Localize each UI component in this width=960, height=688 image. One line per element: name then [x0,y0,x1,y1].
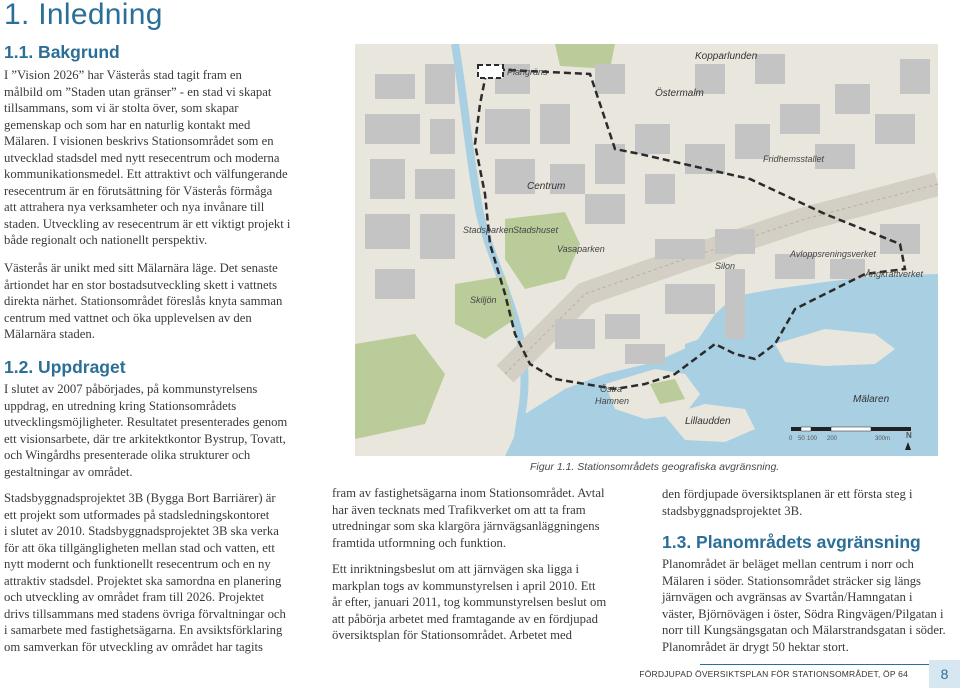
planomrade-paragraph-1: Planområdet är beläget mellan centrum i norr och Mälaren i söder. Stationsområdet sträcker sig längs järnvägen och avgränsas av Svartån/Hamngatan i väster, Björnövägen i öster, Södra Ringvägen/Pilgatan i norr till Kungsängsgatan och Mälarstrandsgatan i söder. Planområdet är drygt 50 hektar stort. [662,557,946,654]
svg-text:50: 50 [798,436,805,442]
svg-text:200: 200 [827,436,838,442]
label-ostra-hamnen-2: Hamnen [595,396,630,406]
label-stadsparken: Stadsparken [463,225,514,235]
svg-text:0: 0 [789,436,793,442]
label-vasaparken: Vasaparken [557,244,605,254]
label-avloppsreningsverket: Avloppsreningsverket [790,249,876,259]
uppdraget-paragraph-2: Stadsbyggnadsprojektet 3B (Bygga Bort Barriärer) är ett projekt som utformades på stadsledningskontoret i slutet av 2010. Stadsbyggnadsprojektet 3B ska verka för att öka tillgängligheten mellan stad och vatten, ett nytt modernt och funktionellt resecentrum och en ny attraktiv stadsdel. Projektet ska samordna en planering och utveckling av området fram till 2026. Projektet drivs tillsammans med stadens övriga förvaltningar och i samarbete med fastighetsägarna. En avsiktsförklaring om samverkan för utveckling av området har tagits [4,491,286,654]
label-fridhemsstallet: Fridhemsstallet [763,154,825,164]
map-legend [478,65,548,78]
label-silon: Silon [715,261,736,271]
svg-text:300m: 300m [875,436,891,442]
label-malaren: Mälaren [853,394,890,405]
label-ostermalm: Östermalm [655,88,704,99]
footer-document-title: FÖRDJUPAD ÖVERSIKTSPLAN FÖR STATIONSOMRÅDET, ÖP 64 [639,669,908,679]
page-number: 8 [929,660,960,688]
label-stadshuset: Stadshuset [513,225,559,235]
label-kopparlunden: Kopparlunden [695,51,758,62]
label-angkraftverket: Ångkraftverket [865,269,924,279]
label-lillaudden: Lillaudden [685,416,731,427]
bakgrund-paragraph-1: I ”Vision 2026” har Västerås stad tagit fram en målbild om ”Staden utan gränser” - en stad vi skapat tillsammans, som vi är stolta över, som skapar gemenskap och som har en naturlig kontakt med Mälaren. I visionen beskrivs Stationsområdet som en utvecklad stadsdel med nytt resecentrum och moderna kommunikationsmedel. Ett attraktivt och välfungerande resecentrum är en förutsättning för Västerås förmåga att attrahera nya verksamheter och nya invånare till staden. Utveckling av resecentrum är ett viktigt projekt i både regionalt och nationellt perspektiv. [4,68,291,247]
figure-caption: Figur 1.1. Stationsområdets geografiska avgränsning. [530,461,780,473]
footer-rule [700,664,930,665]
label-skiljon: Skiljön [470,295,497,305]
planomrade-map [355,44,938,456]
section-heading-bakgrund: 1.1. Bakgrund [4,42,120,62]
uppdraget-col3-paragraph-1: den fördjupade översiktsplanen är ett första steg i stadsbyggnadsprojektet 3B. [662,487,913,518]
uppdraget-paragraph-1: I slutet av 2007 påbörjades, på kommunstyrelsens uppdrag, en utredning kring Stationsområdets utvecklingsmöjligheter. Resultatet presenterades genom ett visionsarbete, där tre arkitektkontor Bystrup, Tovatt, och Wingårdhs presenterade olika strukturer och gestaltningar av området. [4,382,288,479]
svg-text:100: 100 [807,436,818,442]
svg-text:N: N [906,431,912,440]
uppdraget-col2-paragraph-2: Ett inriktningsbeslut om att järnvägen ska ligga i markplan togs av kommunstyrelsen i april 2010. Ett år efter, januari 2011, tog kommunstyrelsen beslut om att påbörja arbetet med framtagande av en fördjupad översiktsplan för Stationsområdet. Arbetet med [332,562,607,642]
legend-label-plangrans: Plangräns [507,67,548,77]
label-centrum: Centrum [527,181,566,192]
uppdraget-col2-paragraph-1: fram av fastighetsägarna inom Stationsområdet. Avtal har även tecknats med Trafikverket om att ta fram utredningar som ska klargöra järnvägsanläggningens framtida utformning och funktion. [332,486,605,550]
section-heading-uppdraget: 1.2. Uppdraget [4,357,126,377]
label-ostra-hamnen-1: Östra [600,384,623,394]
page-heading: 1. Inledning [4,0,163,31]
bakgrund-paragraph-2: Västerås är unikt med sitt Mälarnära läge. Det senaste årtiondet har en stor bostadsutveckling skett i vattnets direkta närhet. Stationsområdet föreslås knyta samman centrum med vattnet och öka upplevelsen av den Mälarnära staden. [4,261,283,341]
section-heading-planomrade: 1.3. Planområdets avgränsning [662,532,921,552]
